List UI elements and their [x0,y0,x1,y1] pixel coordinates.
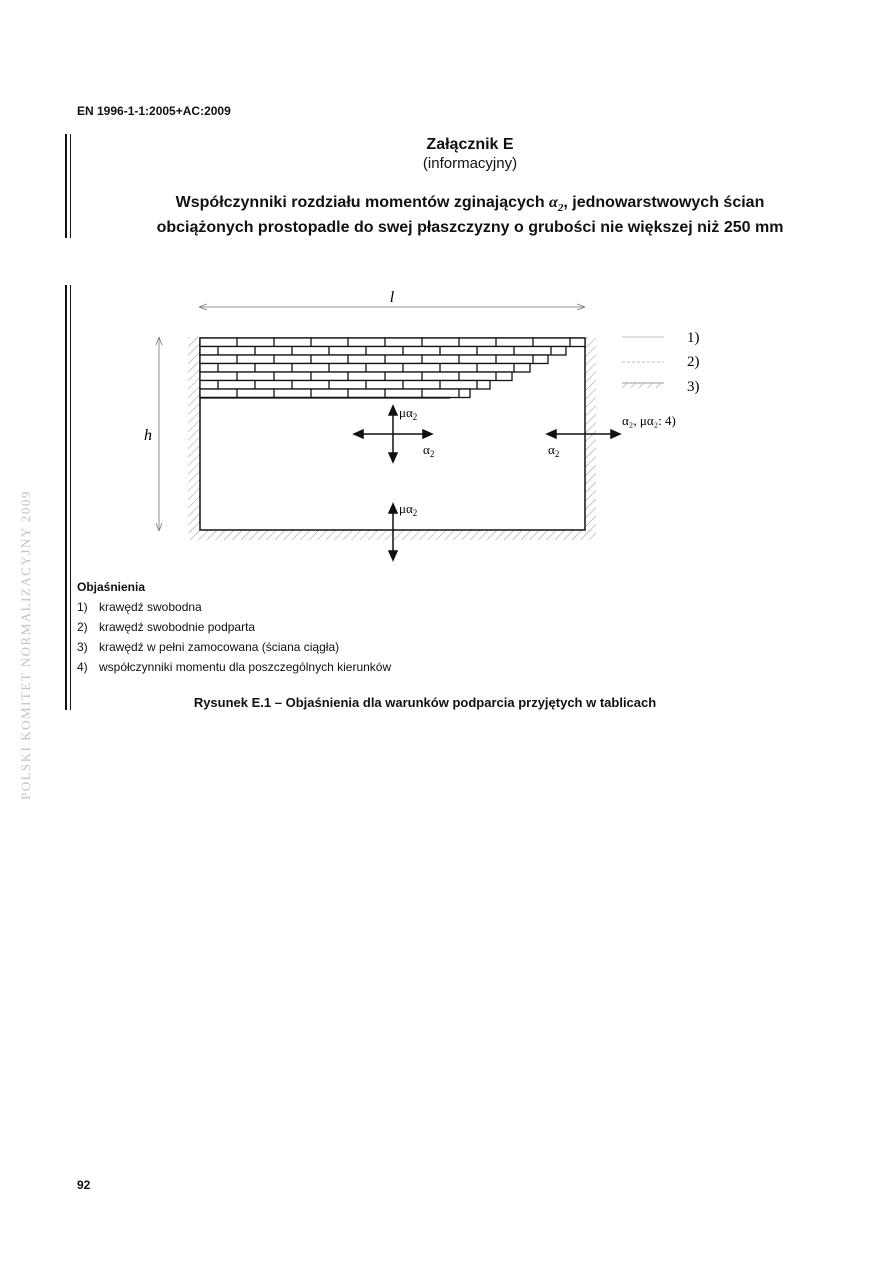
document-code: EN 1996-1-1:2005+AC:2009 [77,104,231,118]
label-alpha-right: $\alpha_2$ [548,442,560,459]
brick-course [200,364,530,373]
annex-heading-part2: , jednowarstwowych ścian [563,194,765,211]
dimension-l-label: l [389,289,395,306]
figure-e1-diagram [0,0,893,600]
annex-subtitle: (informacyjny) [422,155,518,172]
legend-mark-1: 1) [687,330,700,346]
legend-item [77,600,391,620]
annex-title: Załącznik E [426,136,514,153]
legend-item [77,640,391,660]
brick-course [200,338,585,347]
hatch-bottom-edge [188,530,596,540]
legend-item-text: współczynniki momentu dla poszczególnych kierunków [99,660,392,674]
brick-course [200,372,512,381]
legend-item-number: 4) [77,660,88,674]
legend-item-number: 3) [77,640,88,654]
legend-mark-2: 2) [687,354,700,370]
page-number: 92 [77,1178,91,1192]
annex-heading-alpha: α [549,194,558,211]
annex-heading-sub: 2 [557,202,564,215]
legend-sample-fixed-hatch [622,383,664,388]
brick-course [200,381,490,390]
legend-mark-3: 3) [687,379,700,395]
legend-item-text: krawędź w pełni zamocowana (ściana ciągła) [99,640,340,654]
legend-item-number: 2) [77,620,88,634]
label-mu-alpha-top: $\mu\alpha_2$ [399,405,418,422]
hatch-left-edge [188,337,200,531]
legend-list [77,600,391,680]
label-alpha-center: $\alpha_2$ [423,442,435,459]
legend-item-number: 1) [77,600,88,614]
watermark: POLSKI KOMITET NORMALIZACYJNY 2009 [18,490,33,800]
legend-item-text: krawędź swobodnie podparta [99,620,256,634]
annex-heading-part1: Współczynniki rozdziału momentów zginających [175,194,550,211]
label-mu-alpha-bottom: $\mu\alpha_2$ [399,501,418,518]
legend-item [77,660,391,680]
legend-item [77,620,391,640]
annex-heading-line2: obciążonych prostopadle do swej płaszczyzny o grubości nie większej niż 250 mm [156,219,784,237]
legend-mark-4: α₂, μα₂: 4) [622,413,676,428]
dimension-h-label: h [144,427,152,444]
legend-title: Objaśnienia [77,580,146,594]
brick-course [200,389,470,398]
legend-item-text: krawędź swobodna [99,600,202,614]
figure-caption: Rysunek E.1 – Objaśnienia dla warunków podparcia przyjętych w tablicach [193,695,657,710]
